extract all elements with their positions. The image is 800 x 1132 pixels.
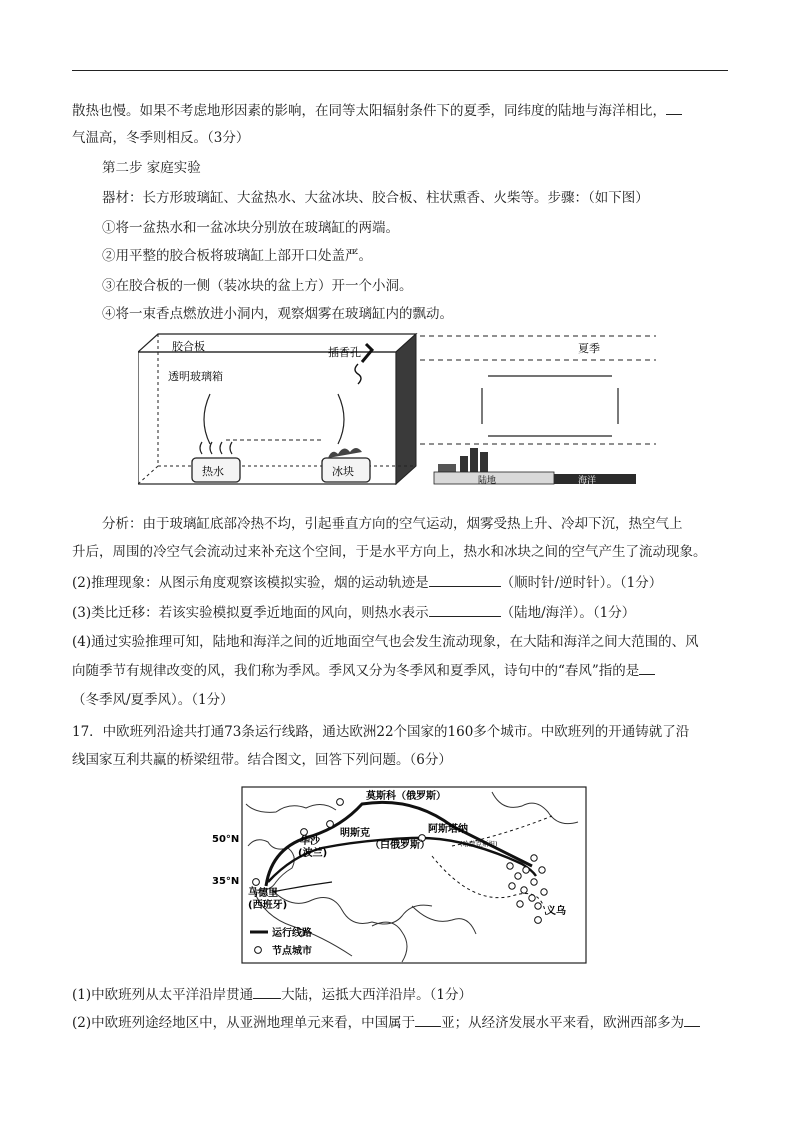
hole-label: 插香孔 bbox=[328, 346, 361, 359]
answer-blank[interactable] bbox=[429, 602, 501, 617]
question-4: 向随季节有规律改变的风，我们称为季风。季风又分为冬季风和夏季风，诗句中的“春风”指的是 bbox=[72, 660, 655, 681]
question-17: 线国家互利共赢的桥梁纽带。结合图文，回答下列问题。（6分） bbox=[72, 752, 452, 768]
minsk-label: 明斯克 bbox=[340, 828, 370, 839]
node-warsaw bbox=[301, 829, 308, 836]
question-4: （冬季风/夏季风）。（1分） bbox=[72, 692, 234, 708]
question-17: 17．中欧班列沿途共打通73条运行线路，通达欧洲22个国家的160多个城市。中欧班列的开通铸就了沿 bbox=[72, 724, 690, 740]
land-label: 陆地 bbox=[478, 476, 497, 486]
step-3: ③在胶合板的一侧（装冰块的盆上方）开一个小洞。 bbox=[102, 278, 413, 294]
warsaw-label: 华沙 bbox=[300, 836, 320, 847]
question-17-2: (2)中欧班列途经地区中，从亚洲地理单元来看，中国属于 亚；从经济发展水平来看，欧洲西部多为 bbox=[72, 1012, 700, 1033]
answer-blank[interactable] bbox=[684, 1012, 700, 1027]
tank-side bbox=[396, 334, 416, 484]
astana-label: 阿斯塔纳 bbox=[428, 824, 468, 835]
kazakh-label: (哈萨克斯坦) bbox=[460, 840, 498, 848]
smoke-icon bbox=[355, 364, 361, 384]
lat-35-label: 35°N bbox=[212, 876, 240, 887]
yiwu-label: 义乌 bbox=[546, 906, 566, 917]
legend-node-swatch bbox=[255, 947, 262, 954]
question-3: (3)类比迁移：若该实验模拟夏季近地面的风向，则热水表示 （陆地/海洋）。（1分） bbox=[72, 602, 635, 623]
text-line: 气温高，冬季则相反。（3分） bbox=[72, 130, 250, 146]
legend-route-label: 运行线路 bbox=[272, 928, 312, 939]
text-line bbox=[72, 100, 682, 121]
analysis-text: 升后，周围的冷空气会流动过来补充这个空间，于是水平方向上，热水和冰块之间的空气产生了流动现象。 bbox=[72, 544, 707, 560]
incense-icon bbox=[362, 344, 372, 362]
node-madrid bbox=[253, 879, 260, 886]
madrid-label: 马德里 bbox=[248, 888, 278, 899]
node-minsk bbox=[327, 821, 334, 828]
step-2: ②用平整的胶合板将玻璃缸上部开口处盖严。 bbox=[102, 248, 372, 264]
moscow-label: 莫斯科（俄罗斯） bbox=[366, 791, 446, 802]
step-1: ①将一盆热水和一盆冰块分别放在玻璃缸的两端。 bbox=[102, 220, 399, 236]
answer-blank[interactable] bbox=[415, 1012, 441, 1027]
ice-icon bbox=[328, 448, 362, 458]
legend-node-label: 节点城市 bbox=[272, 946, 312, 957]
poland-label: (波兰) bbox=[298, 848, 328, 859]
answer-blank[interactable] bbox=[639, 660, 655, 675]
route-map bbox=[212, 786, 588, 964]
summer-label: 夏季 bbox=[578, 342, 600, 355]
steam-icon bbox=[200, 442, 232, 454]
belarus-label: （白俄罗斯） bbox=[370, 840, 430, 851]
step-4: ④将一束香点燃放进小洞内，观察烟雾在玻璃缸内的飘动。 bbox=[102, 306, 453, 322]
answer-blank[interactable] bbox=[666, 100, 682, 115]
tank-label: 透明玻璃箱 bbox=[168, 370, 223, 383]
lat-50-label: 50°N bbox=[212, 834, 240, 845]
section-title: 第二步 家庭实验 bbox=[102, 160, 201, 176]
node-yiwu bbox=[535, 917, 542, 924]
materials-text: 器材：长方形玻璃缸、大盆热水、大盆冰块、胶合板、柱状熏香、火柴等。步骤：（如下图） bbox=[102, 190, 649, 206]
question-4: (4)通过实验推理可知，陆地和海洋之间的近地面空气也会发生流动现象，在大陆和海洋之间大范围的、风 bbox=[72, 634, 699, 650]
spain-label: (西班牙) bbox=[248, 900, 288, 911]
board-label: 胶合板 bbox=[172, 340, 205, 353]
paragraph-text: 散热也慢。如果不考虑地形因素的影响，在同等太阳辐射条件下的夏季，同纬度的陆地与海洋相比， bbox=[72, 103, 666, 119]
experiment-figure bbox=[138, 332, 658, 492]
answer-blank[interactable] bbox=[429, 572, 501, 587]
question-2: (2)推理现象：从图示角度观察该模拟实验，烟的运动轨迹是 （顺时针/逆时针）。（1分） bbox=[72, 572, 662, 593]
answer-blank[interactable] bbox=[253, 984, 281, 999]
city-icon bbox=[438, 448, 488, 472]
question-17-1: (1)中欧班列从太平洋沿岸贯通 大陆，运抵大西洋沿岸。（1分） bbox=[72, 984, 472, 1005]
header-rule bbox=[72, 70, 728, 71]
ice-label: 冰块 bbox=[332, 465, 354, 478]
node-moscow bbox=[337, 799, 344, 806]
analysis-text: 分析：由于玻璃缸底部冷热不均，引起垂直方向的空气运动，烟雾受热上升、冷却下沉，热空气上 bbox=[102, 516, 683, 532]
sea-label: 海洋 bbox=[578, 476, 597, 486]
hot-water-label: 热水 bbox=[202, 465, 224, 478]
